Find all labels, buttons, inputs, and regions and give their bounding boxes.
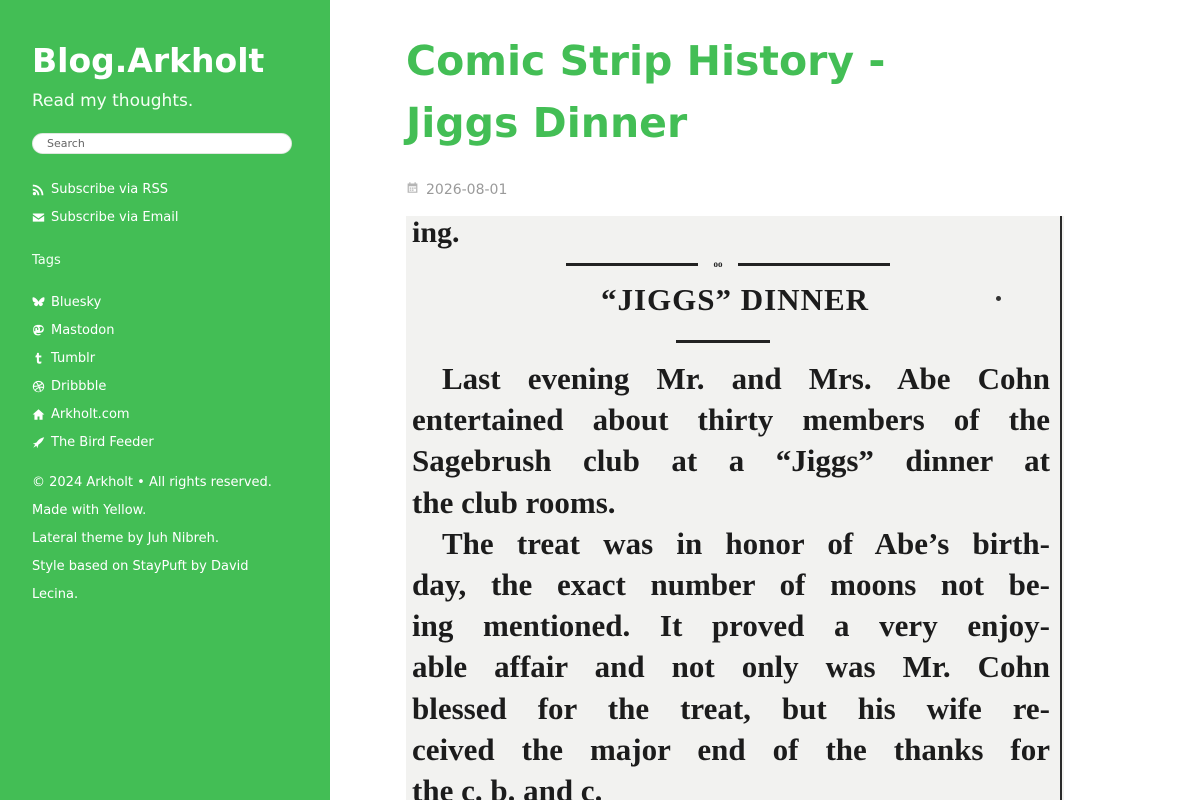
clipping-line: able affair and not only was Mr. Cohn [412, 649, 1050, 685]
sidebar [0, 0, 330, 800]
post-main [406, 30, 1106, 198]
clipping-line: the c. b. and c. [412, 772, 603, 800]
style-based-link[interactable]: Style based on StayPuft by David Lecina. [32, 559, 249, 602]
clipping-fragment: ing. [412, 216, 460, 249]
sidebar-footer [32, 469, 298, 602]
mastodon-label: Mastodon [51, 322, 115, 338]
site-tagline: Read my thoughts. [32, 91, 194, 111]
site-title[interactable]: Blog.Arkholt [32, 41, 265, 80]
butterfly-icon [32, 296, 45, 309]
bird-feeder-link[interactable] [32, 428, 298, 456]
mastodon-icon [32, 324, 45, 337]
home-icon [32, 408, 45, 421]
clipping-headline: “JIGGS” DINNER [600, 282, 870, 317]
subscribe-rss-label: Subscribe via RSS [51, 181, 168, 197]
newspaper-clipping-image [406, 216, 1064, 800]
tumblr-link[interactable] [32, 344, 298, 372]
clipping-line: blessed for the treat, but his wife re- [412, 690, 1050, 726]
clipping-line: ing mentioned. It proved a very enjoy- [412, 608, 1050, 644]
clipping-line: ceived the major end of the thanks for [412, 731, 1050, 767]
clipping-line: the club rooms. [412, 484, 616, 520]
arkholt-com-link[interactable] [32, 400, 298, 428]
subscribe-rss-link[interactable] [32, 175, 298, 203]
rss-icon [32, 183, 45, 196]
envelope-icon [32, 211, 45, 224]
tumblr-icon [32, 352, 45, 365]
bird-feeder-label: The Bird Feeder [51, 434, 154, 450]
bluesky-label: Bluesky [51, 294, 102, 310]
subscribe-links [32, 175, 298, 231]
tags-heading[interactable]: Tags [32, 253, 61, 268]
post-title: Comic Strip History - Jiggs Dinner [406, 37, 886, 147]
subscribe-email-label: Subscribe via Email [51, 209, 179, 225]
clipping-line: Sagebrush club at a “Jiggs” dinner at [412, 443, 1050, 479]
clipping-line: entertained about thirty members of the [412, 402, 1050, 438]
clipping-line: day, the exact number of moons not be- [412, 566, 1050, 602]
made-with-link[interactable]: Made with Yellow. [32, 503, 147, 518]
subscribe-email-link[interactable] [32, 203, 298, 231]
clipping-body [412, 358, 1050, 800]
mastodon-link[interactable] [32, 316, 298, 344]
dribbble-label: Dribbble [51, 378, 107, 394]
bird-icon [32, 436, 45, 449]
tumblr-label: Tumblr [51, 350, 96, 366]
dribbble-link[interactable] [32, 372, 298, 400]
dribbble-icon [32, 380, 45, 393]
headline-ornament: oo [698, 260, 738, 269]
copyright-text: © 2024 Arkholt • All rights reserved. [32, 475, 272, 490]
lateral-theme-link[interactable]: Lateral theme by Juh Nibreh. [32, 531, 220, 546]
arkholt-com-label: Arkholt.com [51, 406, 130, 422]
bluesky-link[interactable] [32, 288, 298, 316]
clipping-line: Last evening Mr. and Mrs. Abe Cohn [442, 361, 1050, 396]
search-input[interactable] [32, 133, 292, 154]
calendar-icon [406, 181, 426, 198]
post-meta [406, 181, 1106, 198]
post-date: 2026-08-01 [426, 181, 508, 198]
print-speck [996, 296, 1001, 301]
headline-rule-bottom [676, 340, 770, 343]
social-links [32, 288, 298, 456]
clipping-line: The treat was in honor of Abe’s birth- [442, 525, 1050, 561]
